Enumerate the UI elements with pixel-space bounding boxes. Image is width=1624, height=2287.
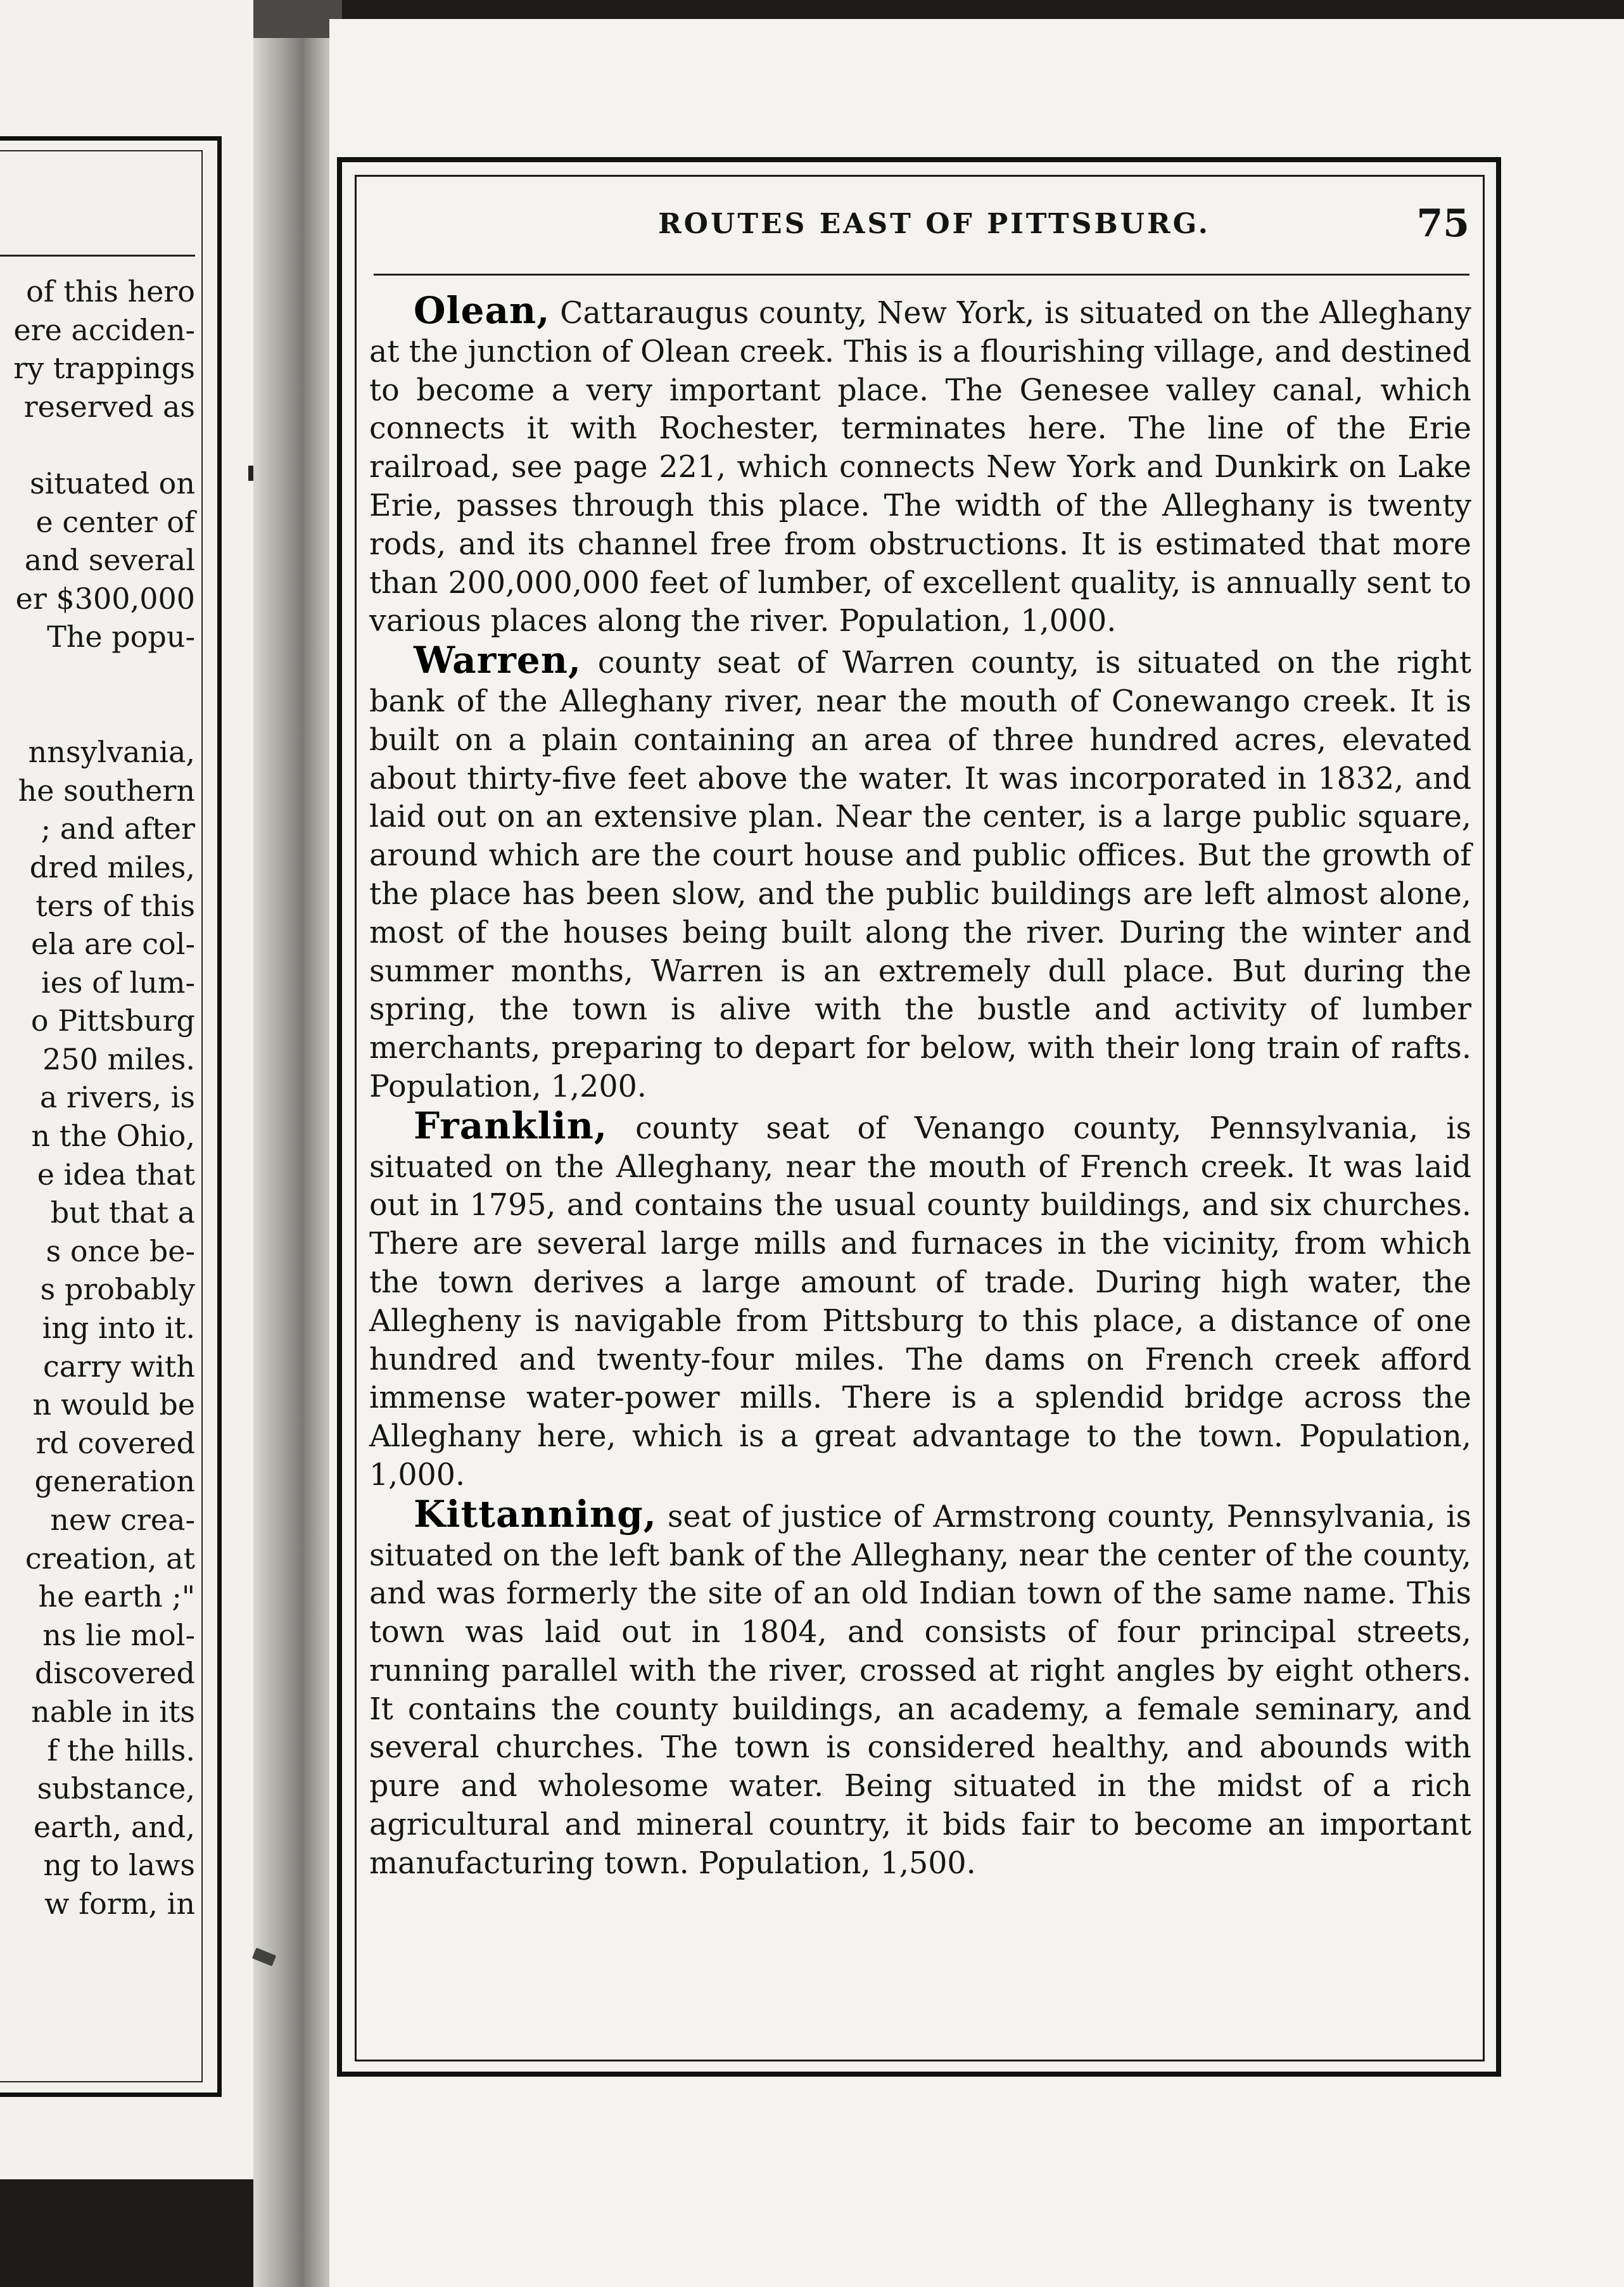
gutter-top-shadow xyxy=(253,0,342,38)
entry-text: seat of justice of Armstrong county, Pennsylvania, is situated on the left bank of the Alleghany, near the center of the county, and was formerly the site of an old Indian town of the same name. This town was laid out in 1804, and consists of four principal streets, running parallel with the river, crossed at right angles by eight others. It contains the county buildings, an academy, a female seminary, and several churches. The town is considered healthy, and abounds with pure and wholesome water. Being situated in the midst of a rich agricultural and mineral country, it bids fair to become an important manufacturing town. Population, 1,500. xyxy=(369,1499,1471,1881)
left-line: e center of xyxy=(35,504,195,539)
entry-text: county seat of Venango county, Pennsylvania, is situated on the Alleghany, near the mouth of French creek. It was laid out in 1795, and contains the usual county buildings, and six churches. There are several large mills and furnaces in the vicinity, from which the town derives a large amount of trade. During high water, the Allegheny is navigable from Pittsburg to this place, a distance of one hundred and twenty-four miles. The dams on French creek afford immense water-power mills. There is a splendid bridge across the Alleghany here, which is a great advantage to the town. Population, 1,000. xyxy=(369,1111,1471,1493)
book-gutter xyxy=(253,0,342,2287)
paper-mark xyxy=(248,466,253,481)
left-line: n would be xyxy=(32,1387,195,1422)
entry-franklin xyxy=(369,1104,1471,1495)
left-line: w form, in xyxy=(44,1886,195,1921)
left-line: creation, at xyxy=(25,1541,195,1576)
left-line: ing into it. xyxy=(42,1311,195,1346)
head-rule xyxy=(374,274,1469,276)
running-head xyxy=(374,201,1469,246)
left-line: reserved as xyxy=(23,389,195,424)
left-line: carry with xyxy=(43,1349,195,1384)
entry-kittanning xyxy=(369,1492,1471,1883)
left-line: he earth ;" xyxy=(38,1579,195,1614)
place-name: Franklin, xyxy=(414,1104,608,1147)
left-line: a rivers, is xyxy=(39,1080,195,1115)
left-line xyxy=(0,426,195,464)
left-line: ela are col- xyxy=(31,927,195,962)
left-line: 250 miles. xyxy=(42,1042,195,1076)
left-line: nable in its xyxy=(31,1694,195,1729)
left-line: n the Ohio, xyxy=(31,1119,195,1154)
place-name: Olean, xyxy=(414,289,550,332)
left-line: he southern xyxy=(18,773,195,808)
left-line: The popu- xyxy=(47,620,195,654)
left-line: f the hills. xyxy=(47,1733,195,1768)
left-line: ; and after xyxy=(41,812,195,846)
left-line: but that a xyxy=(50,1195,195,1230)
left-line: ies of lum- xyxy=(41,965,195,1000)
running-title: ROUTES EAST OF PITTSBURG. xyxy=(658,208,1210,240)
place-name: Kittanning, xyxy=(414,1492,657,1536)
left-page xyxy=(0,0,253,2179)
left-line: earth, and, xyxy=(33,1809,195,1844)
left-line xyxy=(0,695,195,734)
left-line: ns lie mol- xyxy=(42,1617,195,1652)
left-line xyxy=(0,656,195,695)
entry-text: county seat of Warren county, is situated on the right bank of the Alleghany river, near the mouth of Conewango creek. It is built on a plain containing an area of three hundred acres, elevated about thirty-five feet above the water. It was incorporated in 1832, and laid out on an extensive plan. Near the center, is a large public square, around which are the court house and public offices. But the growth of the place has been slow, and the public buildings are left almost alone, most of the houses being built along the river. During the winter and summer months, Warren is an extremely dull place. But during the spring, the town is alive with the bustle and activity of lumber merchants, preparing to depart for below, with their long train of rafts. Population, 1,200. xyxy=(369,646,1471,1104)
left-line: rd covered xyxy=(35,1425,195,1460)
left-line: s once be- xyxy=(46,1233,195,1268)
left-line: s probably xyxy=(40,1272,195,1307)
left-line: new crea- xyxy=(50,1503,195,1537)
place-name: Warren, xyxy=(414,639,582,682)
left-line: ng to laws xyxy=(43,1848,195,1883)
page-body xyxy=(369,291,1471,1883)
left-line: and several xyxy=(24,543,195,578)
entry-warren xyxy=(369,641,1471,1107)
left-line: er $300,000 xyxy=(15,581,195,616)
left-line: substance, xyxy=(37,1771,195,1806)
left-page-head-rule xyxy=(0,255,195,257)
page-number: 75 xyxy=(1416,201,1469,246)
left-line: ere acciden- xyxy=(13,312,195,347)
left-line: of this hero xyxy=(26,274,195,309)
left-line: generation xyxy=(34,1464,195,1499)
left-line: ters of this xyxy=(35,888,195,923)
left-line: e idea that xyxy=(37,1157,195,1192)
left-line: o Pittsburg xyxy=(30,1003,195,1038)
left-line: nnsylvania, xyxy=(28,735,195,770)
left-line: situated on xyxy=(30,466,195,500)
left-line: dred miles, xyxy=(29,850,195,884)
entry-olean xyxy=(369,291,1471,641)
entry-text: Cattaraugus county, New York, is situated on the Alleghany at the junction of Olean creek. This is a flourishing village, and destined to become a very important place. The Genesee valley canal, which connects it with Rochester, terminates here. The line of the Erie railroad, see page 221, which connects New York and Dunkirk on Lake Erie, passes through this place. The width of the Alleghany is twenty rods, and its channel free from obstructions. It is estimated that more than 200,000,000 feet of lumber, of excellent quality, is annually sent to various places along the river. Population, 1,000. xyxy=(369,296,1471,639)
left-page-text xyxy=(0,272,195,1923)
left-line: ry trappings xyxy=(13,351,195,386)
left-line: discovered xyxy=(34,1656,195,1691)
